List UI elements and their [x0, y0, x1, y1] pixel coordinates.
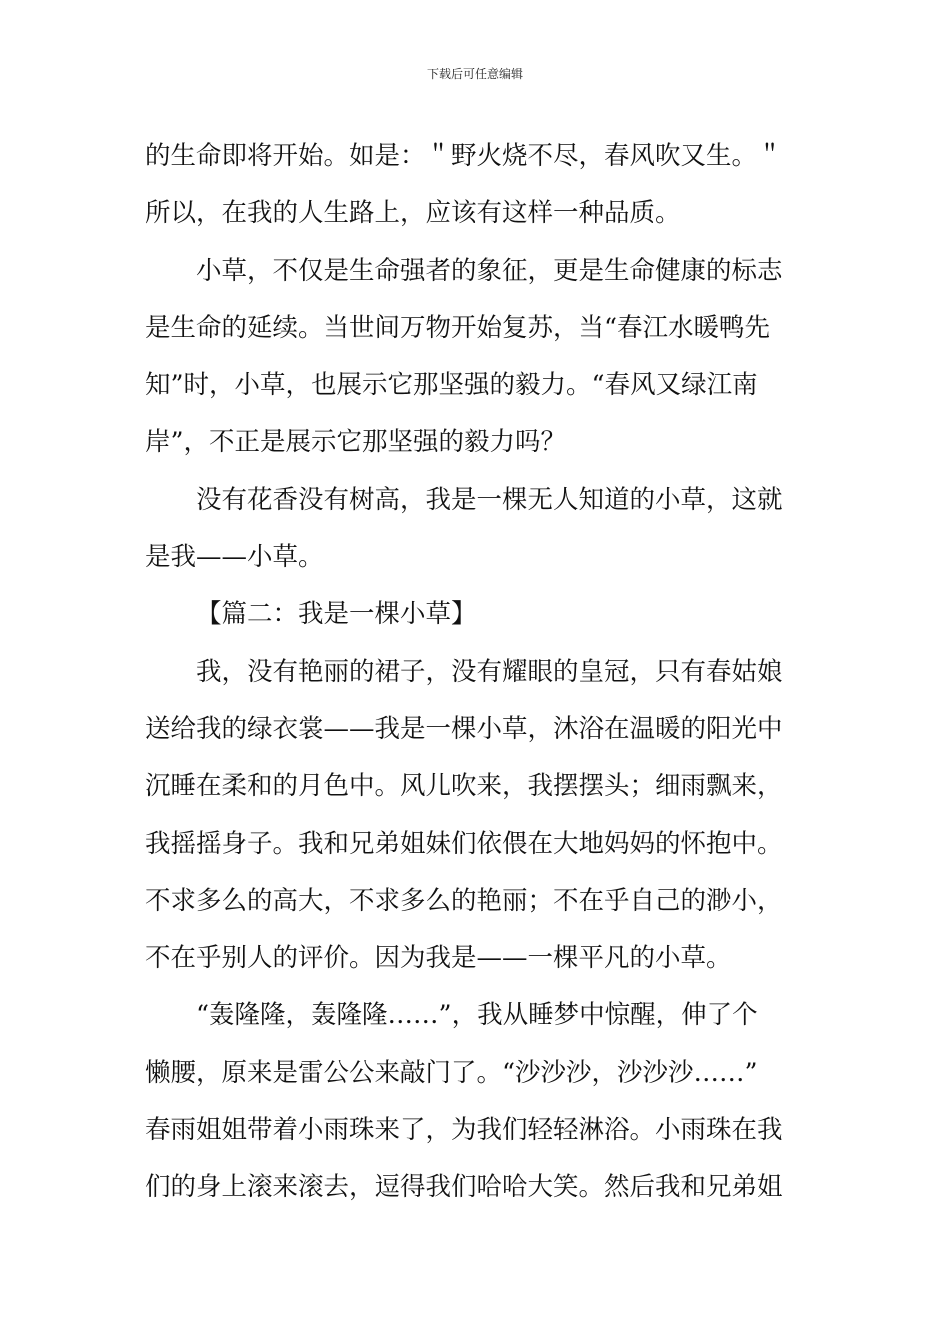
text-line: 所以，在我的人生路上，应该有这样一种品质。	[145, 198, 681, 229]
paragraph-start-line: 小草，不仅是生命强者的象征，更是生命健康的标志	[196, 255, 783, 286]
text-line: 送给我的绿衣裳——我是一棵小草，沐浴在温暖的阳光中	[145, 713, 783, 744]
page-header-note: 下载后可任意编辑	[426, 67, 523, 81]
text-line: 沉睡在柔和的月色中。风儿吹来，我摆摆头；细雨飘来，	[145, 771, 783, 802]
section-heading: 【篇二：我是一棵小草】	[196, 599, 477, 630]
paragraph-start-line: 没有花香没有树高，我是一棵无人知道的小草，这就	[196, 484, 783, 515]
text-line: 懒腰，原来是雷公公来敲门了。“沙沙沙，沙沙沙……”	[145, 1057, 758, 1088]
text-line: 知”时，小草，也展示它那坚强的毅力。“春风又绿江南	[145, 370, 758, 401]
text-line: 是我——小草。	[145, 542, 324, 573]
text-line: 不在乎别人的评价。因为我是——一棵平凡的小草。	[145, 943, 732, 974]
text-line: 是生命的延续。当世间万物开始复苏，当“春江水暖鸭先	[145, 312, 771, 343]
paragraph-start-line: “轰隆隆，轰隆隆……”，我从睡梦中惊醒，伸了个	[196, 1000, 758, 1031]
text-line: 们的身上滚来滚去，逗得我们哈哈大笑。然后我和兄弟姐	[145, 1172, 783, 1203]
text-line: 我摇摇身子。我和兄弟姐妹们依偎在大地妈妈的怀抱中。	[145, 828, 783, 859]
text-line: 岸”，不正是展示它那坚强的毅力吗？	[145, 427, 567, 458]
paragraph-start-line: 我，没有艳丽的裙子，没有耀眼的皇冠，只有春姑娘	[196, 656, 783, 687]
document-body	[145, 128, 815, 1217]
text-line: 春雨姐姐带着小雨珠来了，为我们轻轻淋浴。小雨珠在我	[145, 1115, 783, 1146]
text-line: 的生命即将开始。如是：＂野火烧不尽，春风吹又生。＂	[145, 141, 783, 171]
text-line: 不求多么的高大，不求多么的艳丽；不在乎自己的渺小，	[145, 885, 783, 916]
